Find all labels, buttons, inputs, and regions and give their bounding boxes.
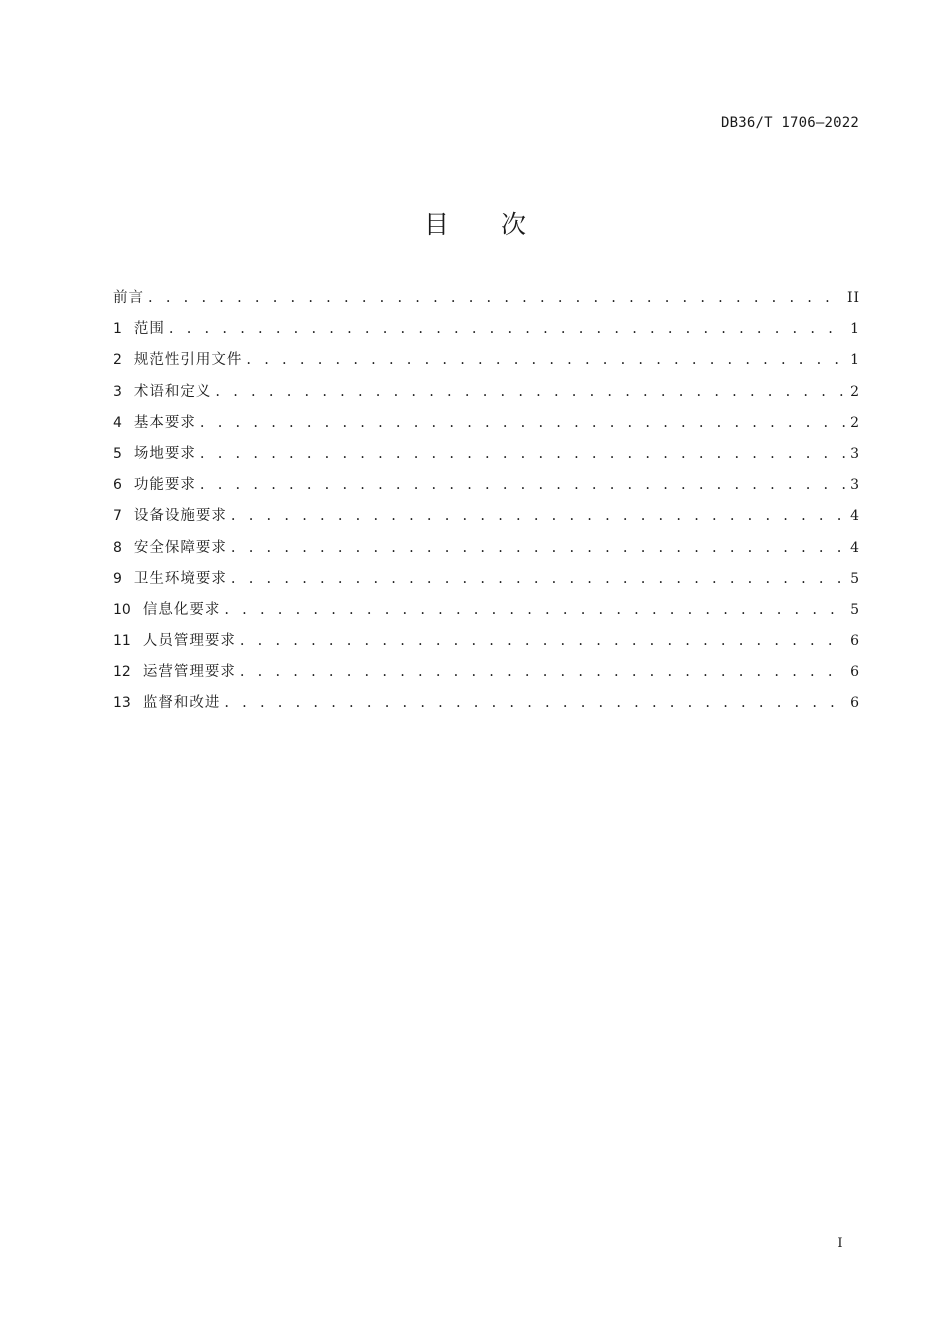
toc-entry-number: 8 bbox=[113, 539, 122, 556]
standard-code: DB36/T 1706—2022 bbox=[720, 115, 859, 131]
dot-leader bbox=[231, 503, 846, 529]
dot-leader bbox=[240, 628, 846, 654]
toc-entry-title: 功能要求 bbox=[133, 477, 196, 494]
toc-entry-title: 卫生环境要求 bbox=[133, 570, 227, 587]
toc-entry-11[interactable] bbox=[113, 628, 860, 659]
toc-entry-number: 7 bbox=[113, 508, 122, 525]
page-number: I bbox=[837, 1236, 843, 1251]
dot-leader bbox=[215, 379, 846, 405]
dot-leader bbox=[246, 347, 846, 373]
toc-entry-8[interactable] bbox=[113, 535, 860, 566]
toc-entry-page: 5 bbox=[850, 570, 860, 587]
toc-entry-title: 前言 bbox=[113, 290, 144, 306]
toc-entry-page: 1 bbox=[850, 321, 860, 338]
toc-entry-page: 2 bbox=[850, 383, 860, 400]
page-title: 目 次 bbox=[424, 210, 548, 239]
table-of-contents bbox=[113, 285, 860, 722]
toc-entry-number: 5 bbox=[113, 445, 122, 462]
toc-entry-6[interactable] bbox=[113, 472, 860, 503]
toc-entry-number: 6 bbox=[113, 477, 122, 494]
toc-entry-page: II bbox=[846, 290, 860, 306]
toc-entry-page: 6 bbox=[850, 695, 860, 712]
toc-entry-page: 6 bbox=[850, 633, 860, 650]
dot-leader bbox=[169, 316, 846, 342]
toc-entry-7[interactable] bbox=[113, 503, 860, 534]
toc-entry-4[interactable] bbox=[113, 410, 860, 441]
toc-entry-title: 术语和定义 bbox=[133, 383, 212, 400]
toc-entry-12[interactable] bbox=[113, 659, 860, 690]
toc-entry-title: 场地要求 bbox=[133, 445, 196, 462]
toc-entry-title: 信息化要求 bbox=[142, 601, 221, 618]
toc-entry-page: 3 bbox=[850, 477, 860, 494]
toc-entry-number: 2 bbox=[113, 352, 122, 369]
dot-leader bbox=[231, 535, 846, 561]
dot-leader bbox=[231, 566, 846, 592]
toc-entry-2[interactable] bbox=[113, 347, 860, 378]
toc-entry-page: 6 bbox=[850, 664, 860, 681]
toc-entry-page: 4 bbox=[850, 539, 860, 556]
toc-entry-title: 人员管理要求 bbox=[142, 633, 236, 650]
toc-entry-foreword[interactable] bbox=[113, 285, 860, 316]
toc-entry-number: 11 bbox=[113, 633, 131, 650]
dot-leader bbox=[200, 441, 846, 467]
toc-entry-title: 范围 bbox=[133, 321, 165, 338]
dot-leader bbox=[200, 410, 846, 436]
toc-entry-number: 12 bbox=[113, 664, 131, 681]
toc-entry-title: 基本要求 bbox=[133, 414, 196, 431]
toc-entry-number: 1 bbox=[113, 321, 122, 338]
dot-leader bbox=[240, 659, 846, 685]
toc-entry-page: 4 bbox=[850, 508, 860, 525]
toc-entry-title: 监督和改进 bbox=[142, 695, 221, 712]
toc-entry-page: 3 bbox=[850, 445, 860, 462]
toc-entry-3[interactable] bbox=[113, 379, 860, 410]
toc-entry-page: 5 bbox=[850, 601, 860, 618]
toc-entry-title: 规范性引用文件 bbox=[133, 352, 243, 369]
toc-entry-number: 9 bbox=[113, 570, 122, 587]
toc-entry-title: 设备设施要求 bbox=[133, 508, 227, 525]
toc-entry-number: 3 bbox=[113, 383, 122, 400]
toc-entry-page: 1 bbox=[850, 352, 860, 369]
toc-entry-number: 10 bbox=[113, 601, 131, 618]
dot-leader bbox=[224, 597, 846, 623]
dot-leader bbox=[200, 472, 846, 498]
toc-entry-10[interactable] bbox=[113, 597, 860, 628]
toc-entry-title: 安全保障要求 bbox=[133, 539, 227, 556]
toc-entry-5[interactable] bbox=[113, 441, 860, 472]
dot-leader bbox=[148, 285, 843, 311]
toc-entry-number: 13 bbox=[113, 695, 131, 712]
toc-entry-page: 2 bbox=[850, 414, 860, 431]
toc-entry-9[interactable] bbox=[113, 566, 860, 597]
toc-entry-number: 4 bbox=[113, 414, 122, 431]
toc-entry-1[interactable] bbox=[113, 316, 860, 347]
toc-entry-13[interactable] bbox=[113, 690, 860, 721]
dot-leader bbox=[224, 690, 846, 716]
toc-entry-title: 运营管理要求 bbox=[142, 664, 236, 681]
